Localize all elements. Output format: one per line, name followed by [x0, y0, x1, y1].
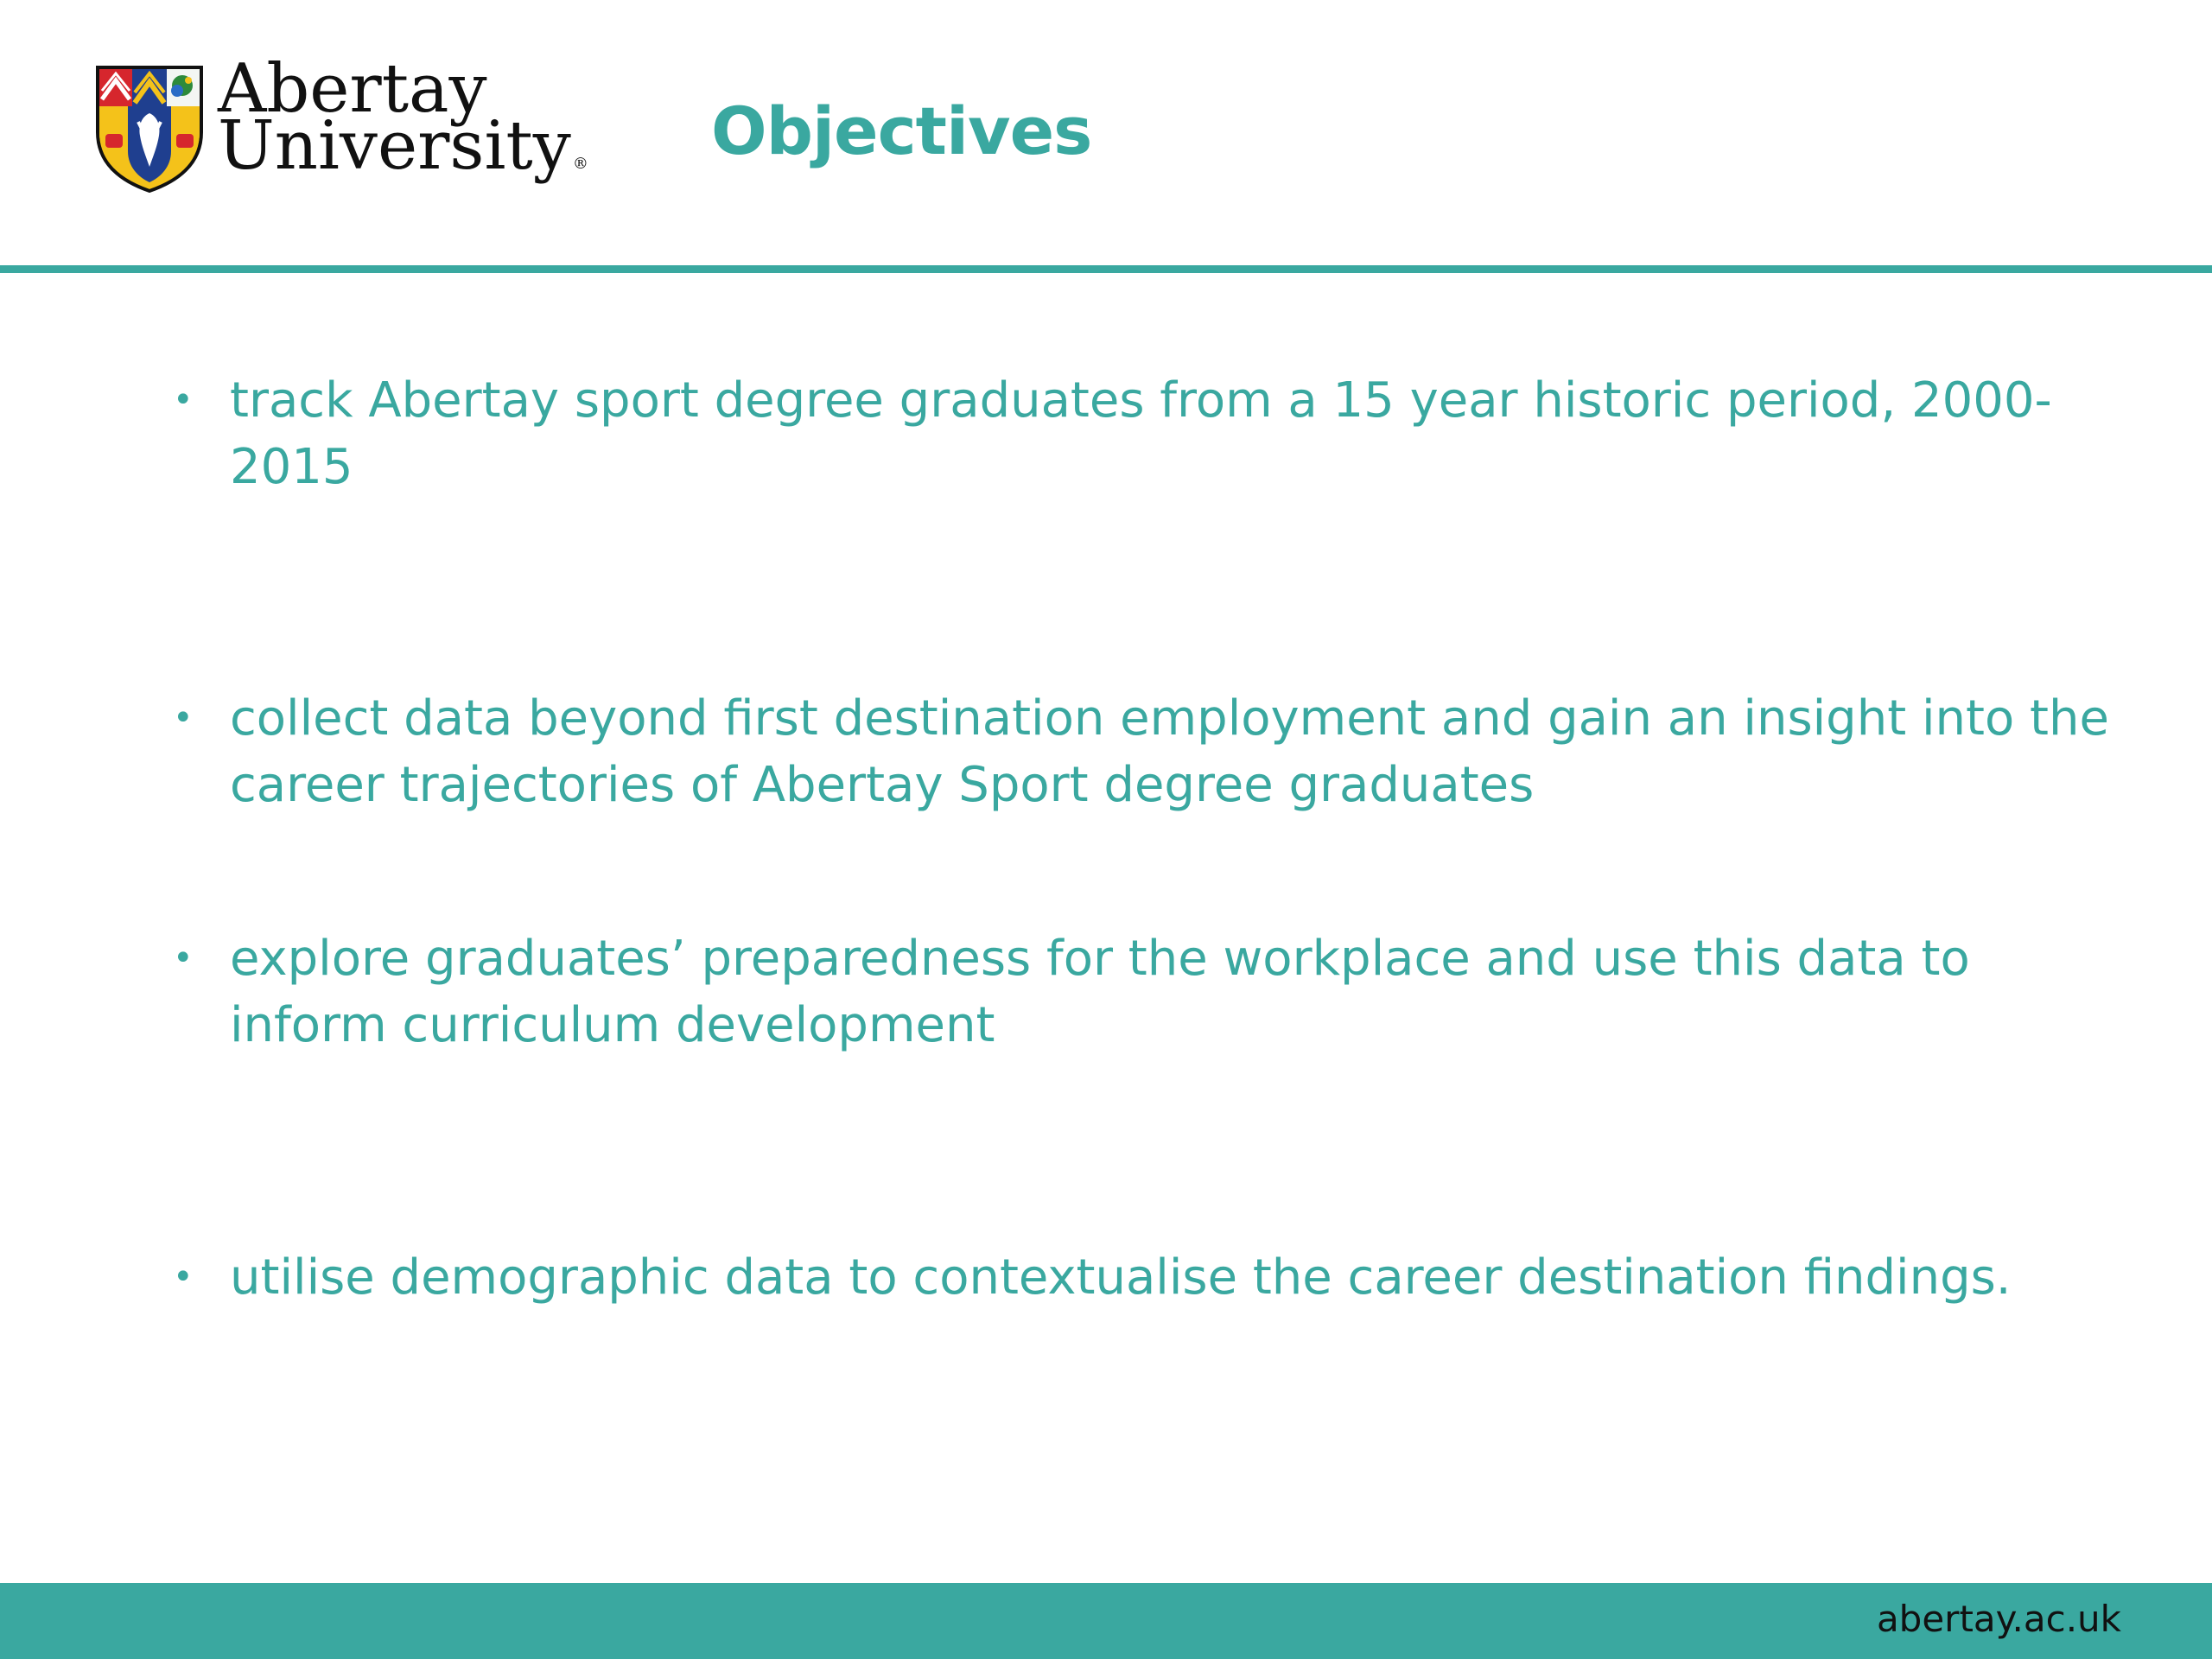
- list-item: [173, 1244, 2074, 1311]
- slide-footer: [0, 1583, 2212, 1659]
- crest-icon: [95, 65, 204, 193]
- bullet-text: explore graduates’ preparedness for the workplace and use this data to inform curriculum development: [230, 931, 1970, 1053]
- list-item: [173, 367, 2074, 500]
- bullet-text: track Abertay sport degree graduates from a 15 year historic period, 2000-2015: [230, 372, 2052, 495]
- bullet-text: collect data beyond first destination employment and gain an insight into the career trajectories of Abertay Sport degree graduates: [230, 690, 2109, 813]
- logo-wordmark: [218, 50, 588, 193]
- bullet-icon: •: [173, 380, 194, 420]
- list-item: [173, 685, 2109, 818]
- footer-url: abertay.ac.uk: [1876, 1598, 2121, 1640]
- logo-line-abertay: Abertay: [218, 50, 487, 128]
- registered-mark: ®: [572, 155, 588, 173]
- bullet-icon: •: [173, 1257, 194, 1297]
- slide-header: [0, 0, 2212, 270]
- university-logo: [95, 50, 648, 207]
- slide-title: Objectives: [711, 92, 1092, 169]
- logo-line-university-text: University: [218, 107, 571, 185]
- header-divider: [0, 265, 2212, 273]
- bullet-icon: •: [173, 698, 194, 738]
- list-item: [173, 925, 2074, 1058]
- bullet-text: utilise demographic data to contextualise the career destination findings.: [230, 1249, 2012, 1306]
- bullet-icon: •: [173, 938, 194, 978]
- logo-line-university: [218, 107, 588, 193]
